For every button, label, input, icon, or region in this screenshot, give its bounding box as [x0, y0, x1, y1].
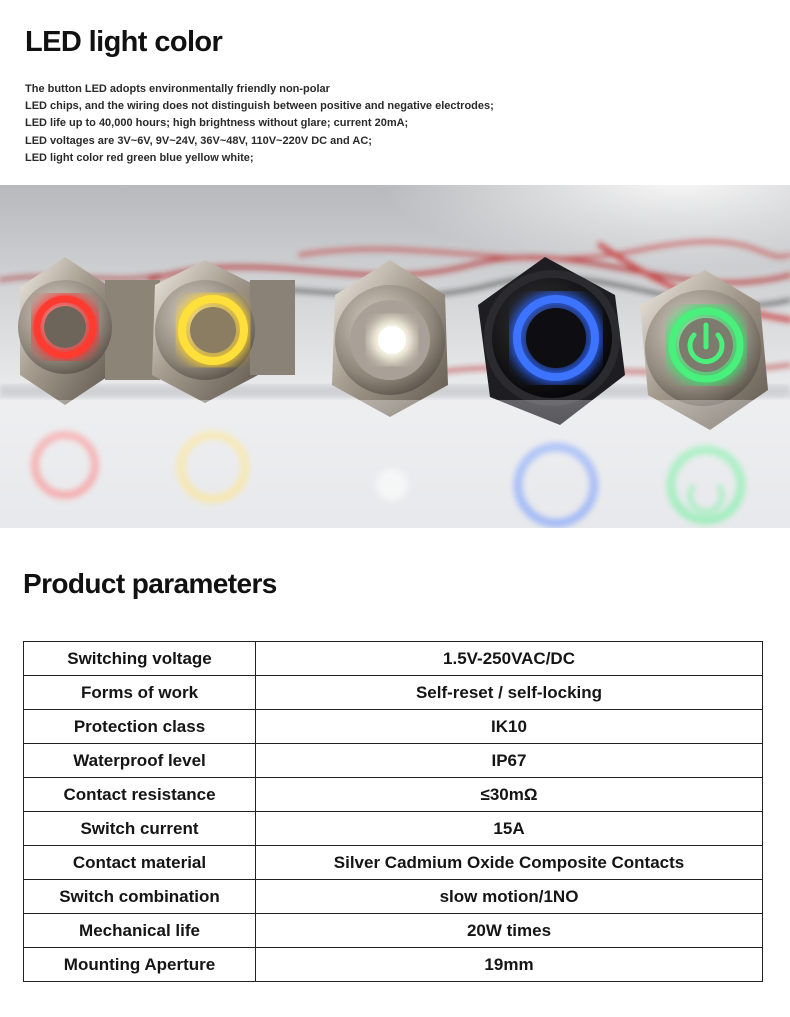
parameters-table	[23, 641, 763, 982]
param-value: 19mm	[256, 948, 763, 982]
param-value: 1.5V-250VAC/DC	[256, 642, 763, 676]
led-buttons-photo	[0, 185, 790, 528]
param-label: Switching voltage	[24, 642, 256, 676]
table-row	[24, 676, 763, 710]
param-label: Switch combination	[24, 880, 256, 914]
param-label: Mechanical life	[24, 914, 256, 948]
param-value: slow motion/1NO	[256, 880, 763, 914]
table-row	[24, 846, 763, 880]
table-row	[24, 812, 763, 846]
param-label: Waterproof level	[24, 744, 256, 778]
description-line: LED light color red green blue yellow white;	[25, 151, 254, 164]
param-value: Silver Cadmium Oxide Composite Contacts	[256, 846, 763, 880]
table-row	[24, 778, 763, 812]
table-row	[24, 914, 763, 948]
param-value: IK10	[256, 710, 763, 744]
table-row	[24, 642, 763, 676]
param-value: Self-reset / self-locking	[256, 676, 763, 710]
description-line: The button LED adopts environmentally friendly non-polar	[25, 83, 330, 95]
table-row	[24, 880, 763, 914]
param-label: Switch current	[24, 812, 256, 846]
param-value: IP67	[256, 744, 763, 778]
param-value: 15A	[256, 812, 763, 846]
led-section-heading: LED light color	[25, 26, 223, 58]
led-description	[25, 81, 494, 167]
param-label: Mounting Aperture	[24, 948, 256, 982]
param-label: Contact resistance	[24, 778, 256, 812]
param-value: 20W times	[256, 914, 763, 948]
description-line: LED voltages are 3V~6V, 9V~24V, 36V~48V, 110V~220V DC and AC;	[25, 134, 372, 147]
param-label: Contact material	[24, 846, 256, 880]
table-row	[24, 744, 763, 778]
description-line: LED chips, and the wiring does not distinguish between positive and negative electrodes;	[25, 100, 494, 113]
table-row	[24, 710, 763, 744]
table-row	[24, 948, 763, 982]
params-section-heading: Product parameters	[23, 568, 277, 599]
param-label: Protection class	[24, 710, 256, 744]
param-value: ≤30mΩ	[256, 778, 763, 812]
description-line: LED life up to 40,000 hours; high brightness without glare; current 20mA;	[25, 117, 409, 130]
param-label: Forms of work	[24, 676, 256, 710]
